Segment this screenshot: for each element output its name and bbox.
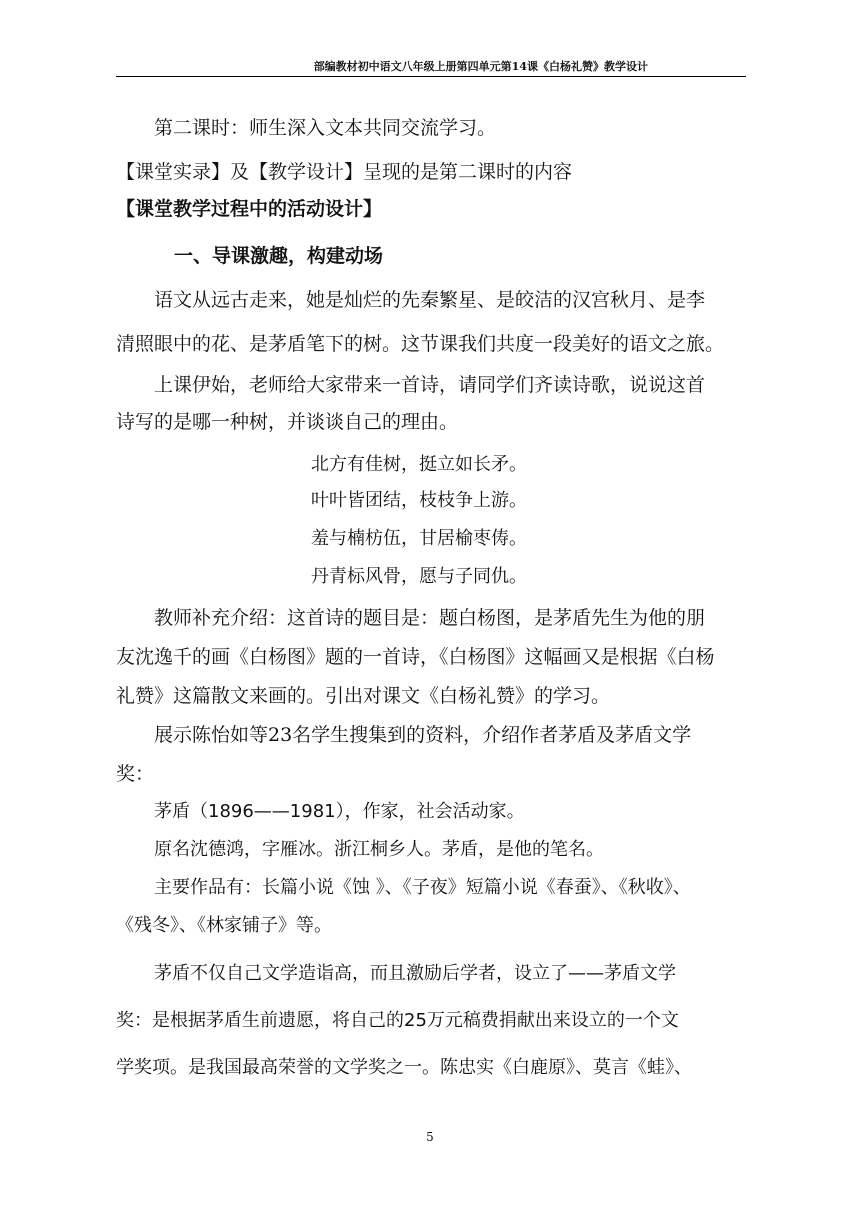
paragraph-award-line-1: 茅盾不仅自己文学造诣高，而且激励后学者，设立了——茅盾文学 xyxy=(154,963,676,984)
paragraph-teacher-line-2: 友沈逸千的画《白杨图》题的一首诗，《白杨图》这幅画又是根据《白杨 xyxy=(116,646,715,668)
paragraph-teacher-line-1: 教师补充介绍：这首诗的题目是：题白杨图，是茅盾先生为他的朋 xyxy=(154,607,706,629)
section-heading: 【课堂教学过程中的活动设计】 xyxy=(116,198,383,220)
paragraph-author-name: 原名沈德鸿，字雁冰。浙江桐乡人。茅盾，是他的笔名。 xyxy=(154,839,604,860)
poem-line: 叶叶皆团结，枝枝争上游。 xyxy=(311,490,527,511)
paragraph-materials-line-2: 奖： xyxy=(116,763,155,785)
header-divider xyxy=(116,76,746,77)
poem-line: 羞与楠枋伍，甘居榆枣俦。 xyxy=(311,528,527,549)
paragraph-poem-intro-line-2: 诗写的是哪一种树，并谈谈自己的理由。 xyxy=(116,411,459,433)
paragraph-teacher-line-3: 礼赞》这篇散文来画的。引出对课文《白杨礼赞》的学习。 xyxy=(116,685,611,707)
page-number: 5 xyxy=(426,1130,434,1144)
poem-line: 北方有佳树，挺立如长矛。 xyxy=(311,454,527,475)
paragraph-lesson-period: 第二课时：师生深入文本共同交流学习。 xyxy=(154,117,497,139)
paragraph-lesson-content: 【课堂实录】及【教学设计】呈现的是第二课时的内容 xyxy=(116,161,573,183)
paragraph-materials-line-1: 展示陈怡如等23名学生搜集到的资料，介绍作者茅盾及茅盾文学 xyxy=(154,724,692,746)
paragraph-poem-intro-line-1: 上课伊始，老师给大家带来一首诗，请同学们齐读诗歌，说说这首 xyxy=(154,374,706,396)
page-header: 部编教材初中语文八年级上册第四单元第14课《白杨礼赞》教学设计 xyxy=(313,60,648,73)
paragraph-works-line-2: 《残冬》、《林家铺子》等。 xyxy=(116,915,332,936)
paragraph-works-line-1: 主要作品有：长篇小说《蚀 》、《子夜》短篇小说《春蚕》、《秋收》、 xyxy=(154,877,691,898)
paragraph-award-line-3: 学奖项。是我国最高荣誉的文学奖之一。陈忠实《白鹿原》、莫言《蛙》、 xyxy=(116,1057,692,1078)
paragraph-award-line-2: 奖：是根据茅盾生前遗愿，将自己的25万元稿费捐献出来设立的一个文 xyxy=(116,1010,679,1031)
paragraph-intro-line-1: 语文从远古走来，她是灿烂的先秦繁星、是皎洁的汉宫秋月、是李 xyxy=(154,289,706,311)
subsection-heading: 一、导课激趣，构建动场 xyxy=(174,245,384,267)
paragraph-author-dates: 茅盾（1896——1981），作家，社会活动家。 xyxy=(154,801,525,822)
paragraph-intro-line-2: 清照眼中的花、是茅盾笔下的树。这节课我们共度一段美好的语文之旅。 xyxy=(116,333,725,355)
poem-line: 丹青标风骨，愿与子同仇。 xyxy=(311,566,527,587)
